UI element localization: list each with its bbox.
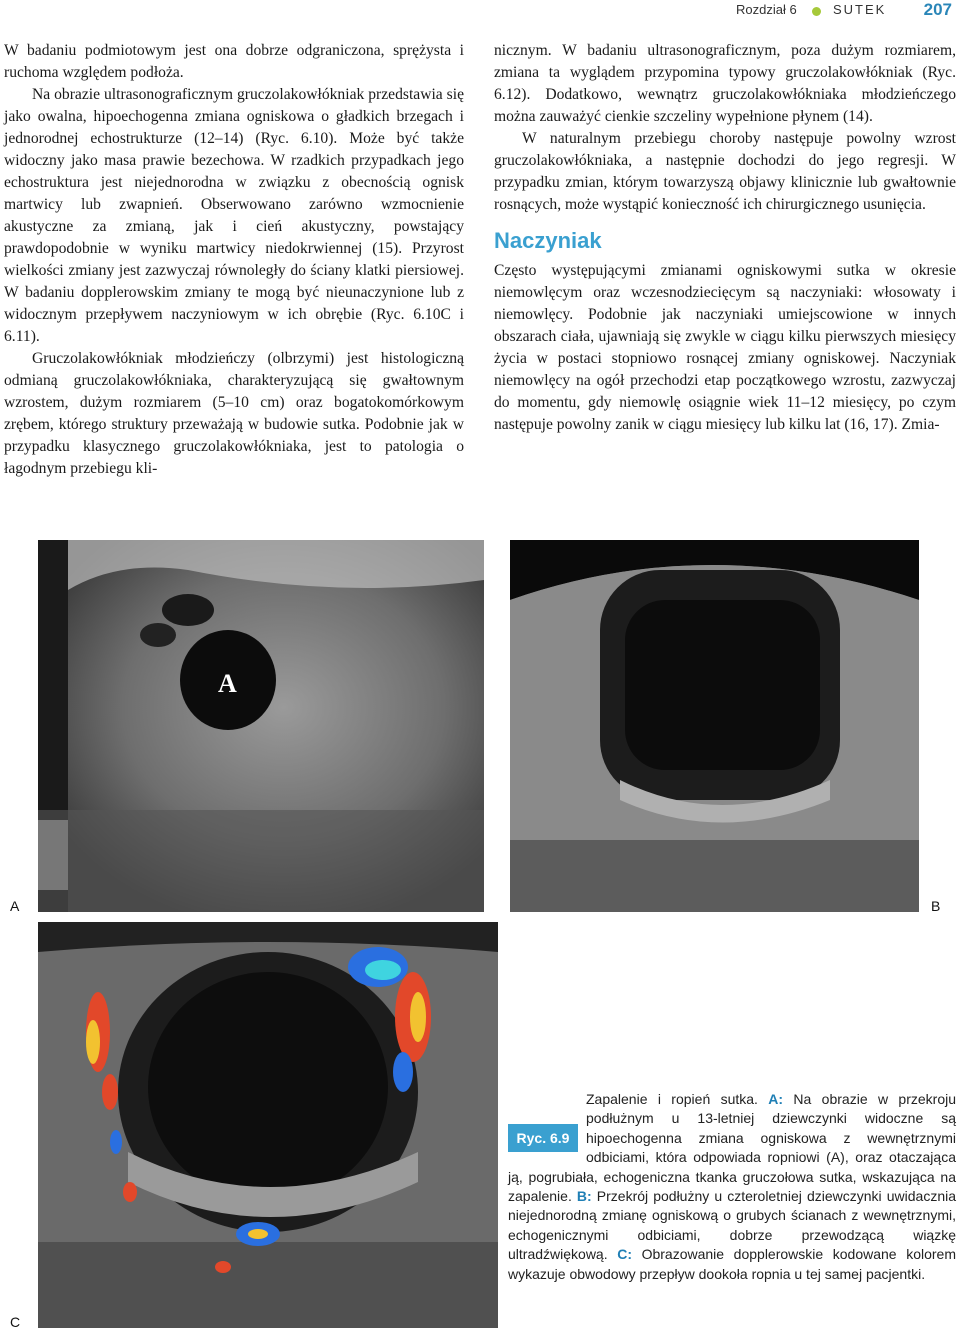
right-text-column	[494, 40, 956, 436]
doppler-image-c	[38, 922, 498, 1328]
panel-label-c: C	[10, 1314, 21, 1330]
caption-c-label: C:	[617, 1246, 632, 1263]
page-number: 207	[923, 0, 952, 19]
caption-b-label: B:	[576, 1188, 592, 1205]
caption-b-text: Przekrój podłużny u czteroletniej dziewczynki uwidacznia niejednorodną zmianę ogniskową o grubych ścianach z wewnętrznymi, echogenicznymi odbiciami, dobrze przewodzącą wiązkę ultradźwiękową.	[508, 1188, 957, 1263]
caption-badge-spacer	[508, 1090, 586, 1150]
section-heading: Naczyniak	[494, 228, 602, 253]
ultrasound-image-a	[38, 540, 484, 912]
figure-caption	[508, 1090, 956, 1284]
panel-label-b: B	[931, 898, 941, 914]
panel-label-a: A	[10, 898, 20, 914]
chapter-label: Rozdział 6	[736, 2, 797, 17]
page-header	[0, 0, 960, 24]
figure-badge: Ryc. 6.9	[508, 1124, 578, 1152]
caption-a-text: Na obrazie w przekroju podłużnym u 13-letniej dziewczynki widoczne są hipoechogenna zmiana ogniskowa z wewnętrznymi odbiciami, która odpowiada ropniowi (A), oraz otaczająca ją, pogrubiała, echogeniczna tkanka gruczołowa sutka, wskazująca na zapalenie.	[508, 1091, 956, 1205]
paragraph: W naturalnym przebiegu choroby następuje powolny wzrost gruczolakowłókniaka, a następnie dochodzi do jego regresji. W przypadku zmian, którym towarzyszą objawy klinicznie lub gwałtownie rosnących, może wystąpić konieczność ich chirurgicznego usunięcia.	[494, 130, 956, 213]
caption-c-text: Obrazowanie dopplerowskie kodowane kolorem wykazuje obwodowy przepływ dookoła ropnia u tej samej pacjentki.	[508, 1246, 956, 1282]
header-dot-icon	[812, 7, 821, 16]
caption-lead: Zapalenie i ropień sutka.	[586, 1091, 769, 1107]
ultrasound-image-b	[510, 540, 919, 912]
paragraph: Często występującymi zmianami ogniskowymi sutka w okresie niemowlęcym oraz wczesnodziecięcym są naczyniaki: włosowaty i niemowlęcy. Podobnie jak naczyniaki umiejscowione w innych obszarach ciała, ujawniają się zwykle w ciągu kilku pierwszych miesięcy życia w postaci stopniowo rosnącej zmiany ogniskowej. Naczyniak niemowlęcy na ogół przechodzi etap początkowego wzrostu, zazwyczaj do momentu, gdy niemowlę osiągnie wiek 11–12 miesięcy, po czym następuje powolny zanik w ciągu miesięcy lub kilku lat (16, 17). Zmia-	[494, 262, 956, 433]
paragraph: nicznym. W badaniu ultrasonograficznym, poza dużym rozmiarem, zmiana ta wyglądem przypomina typowy gruczolakowłókniak (Ryc. 6.12). Dodatkowo, wewnątrz gruczolakowłókniaka młodzieńczego można zauważyć cienkie szczeliny wypełnione płynem (14).	[494, 42, 956, 125]
book-title: SUTEK	[833, 2, 887, 17]
caption-a-label: A:	[768, 1091, 784, 1107]
left-text-column	[4, 40, 464, 480]
paragraph: W badaniu podmiotowym jest ona dobrze odgraniczona, sprężysta i ruchoma względem podłoża.	[4, 42, 464, 81]
abscess-marker-a: A	[218, 669, 237, 698]
paragraph: Gruczolakowłókniak młodzieńczy (olbrzymi) jest histologiczną odmianą gruczolakowłókniaka, charakteryzującą się gwałtownym wzrostem, dużym rozmiarem (5–10 cm) oraz bogatokomórkowym zrębem, którego struktury przeważają w budowie sutka. Podobnie jak w przypadku klasycznego gruczolakowłókniaka, jest to patologia o łagodnym przebiegu kli-	[4, 350, 464, 477]
paragraph: Na obrazie ultrasonograficznym gruczolakowłókniak przedstawia się jako owalna, hipoechogenna zmiana ogniskowa o gładkich brzegach i jednorodnej echostrukturze (12–14) (Ryc. 6.10). Może być także widoczny jako masa prawie bezechowa. W rzadkich przypadkach jego echostruktura jest niejednorodna w związku z obecnością ognisk martwicy lub zwapnień. Obserwowano zarówno wzmocnienie akustyczne za zmianą, jak i cień akustyczny, powstający prawdopodobnie w wyniku martwicy niedokrwiennej (15). Przyrost wielkości zmiany jest zazwyczaj równoległy do ściany klatki piersiowej. W badaniu dopplerowskim zmiany te mogą być nieunaczynione lub z widocznym przepływem naczyniowym w ich obrębie (Ryc. 6.10C i 6.11).	[4, 86, 464, 345]
